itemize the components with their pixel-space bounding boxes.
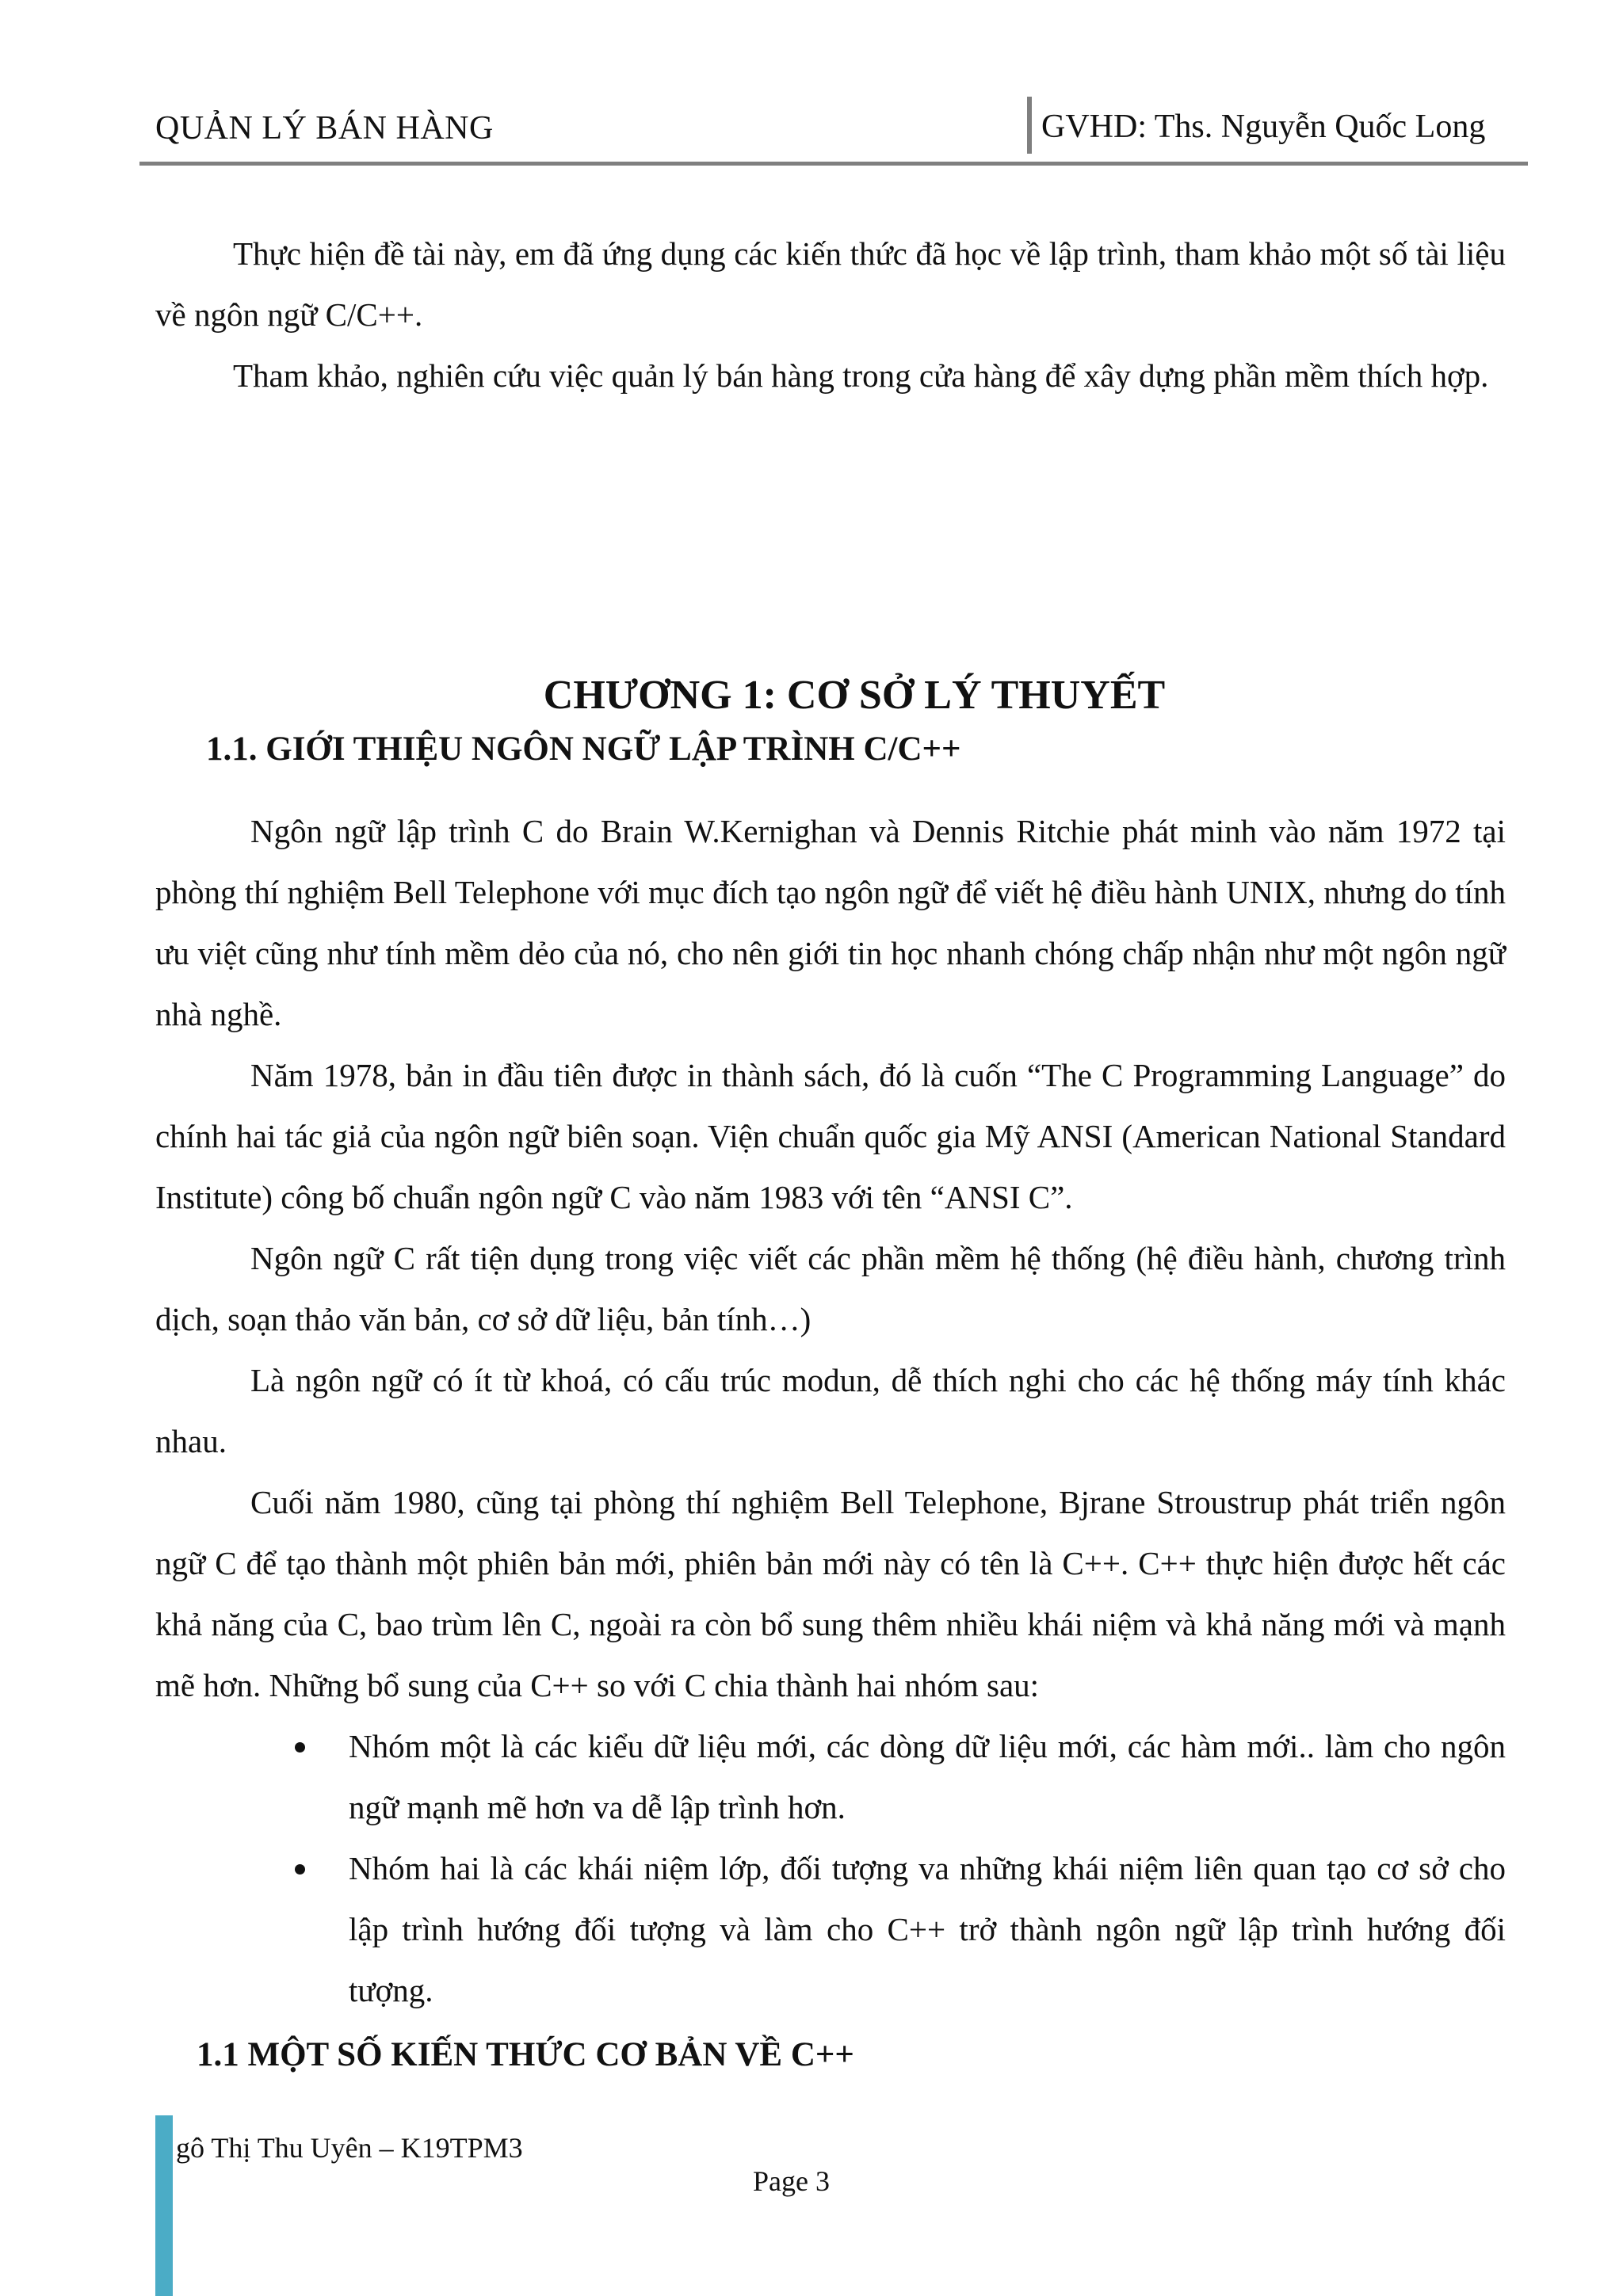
header-divider	[1027, 97, 1032, 154]
section-heading: 1.1 MỘT SỐ KIẾN THỨC CƠ BẢN VỀ C++	[197, 2036, 854, 2073]
chapter-title: CHƯƠNG 1: CƠ SỞ LÝ THUYẾT	[543, 673, 1166, 718]
section-heading: 1.1. GIỚI THIỆU NGÔN NGỮ LẬP TRÌNH C/C++	[206, 730, 961, 768]
bullet-icon	[295, 1742, 305, 1753]
page-content	[155, 223, 1506, 2081]
intro-section	[155, 223, 1506, 406]
bullet-icon	[295, 1864, 305, 1875]
body-paragraph: Năm 1978, bản in đầu tiên được in thành sách, đó là cuốn “The C Programming Language” do chính hai tác giả của ngôn ngữ biên soạn. Viện chuẩn quốc gia Mỹ ANSI (American National Standard Institute) công bố chuẩn ngôn ngữ C vào năm 1983 với tên “ANSI C”.	[155, 1057, 1506, 1215]
page-number: Page 3	[753, 2165, 830, 2197]
intro-paragraph: Tham khảo, nghiên cứu việc quản lý bán hàng trong cửa hàng để xây dựng phần mềm thích hợp.	[233, 357, 1489, 394]
bullet-list	[155, 1716, 1506, 2021]
bullet-item	[155, 1838, 1506, 2021]
body-paragraph: Ngôn ngữ C rất tiện dụng trong việc viết các phần mềm hệ thống (hệ điều hành, chương trình dịch, soạn thảo văn bản, cơ sở dữ liệu, bản tính…)	[155, 1240, 1506, 1337]
body-paragraph: Là ngôn ngữ có ít từ khoá, có cấu trúc modun, dễ thích nghi cho các hệ thống máy tính khác nhau.	[155, 1362, 1506, 1459]
header-title: QUẢN LÝ BÁN HÀNG	[155, 110, 494, 147]
bullet-item	[155, 1716, 1506, 1838]
footer-author: gô Thị Thu Uyên – K19TPM3	[176, 2132, 523, 2164]
bullet-text: Nhóm một là các kiểu dữ liệu mới, các dòng dữ liệu mới, các hàm mới.. làm cho ngôn ngữ mạnh mẽ hơn va dễ lập trình hơn.	[349, 1728, 1506, 1825]
page-header	[139, 95, 1528, 166]
header-supervisor: GVHD: Ths. Nguyễn Quốc Long	[1041, 109, 1486, 145]
body-paragraph: Cuối năm 1980, cũng tại phòng thí nghiệm Bell Telephone, Bjrane Stroustrup phát triển ngôn ngữ C để tạo thành một phiên bản mới, phiên bản mới này có tên là C++. C++ thực hiện được hết các khả năng của C, bao trùm lên C, ngoài ra còn bổ sung thêm nhiều khái niệm và khả năng mới và mạnh mẽ hơn. Những bổ sung của C++ so với C chia thành hai nhóm sau:	[155, 1484, 1506, 1703]
body-paragraph: Ngôn ngữ lập trình C do Brain W.Kernighan và Dennis Ritchie phát minh vào năm 1972 tại phòng thí nghiệm Bell Telephone với mục đích tạo ngôn ngữ để viết hệ điều hành UNIX, nhưng do tính ưu việt cũng như tính mềm dẻo của nó, cho nên giới tin học nhanh chóng chấp nhận như một ngôn ngữ nhà nghề.	[155, 813, 1506, 1032]
intro-paragraph: Thực hiện đề tài này, em đã ứng dụng các kiến thức đã học về lập trình, tham khảo một số tài liệu về ngôn ngữ C/C++.	[155, 235, 1506, 333]
footer-accent-bar	[155, 2115, 173, 2296]
bullet-text: Nhóm hai là các khái niệm lớp, đối tượng va những khái niệm liên quan tạo cơ sở cho lập trình hướng đối tượng và làm cho C++ trở thành ngôn ngữ lập trình hướng đối tượng.	[349, 1850, 1506, 2008]
